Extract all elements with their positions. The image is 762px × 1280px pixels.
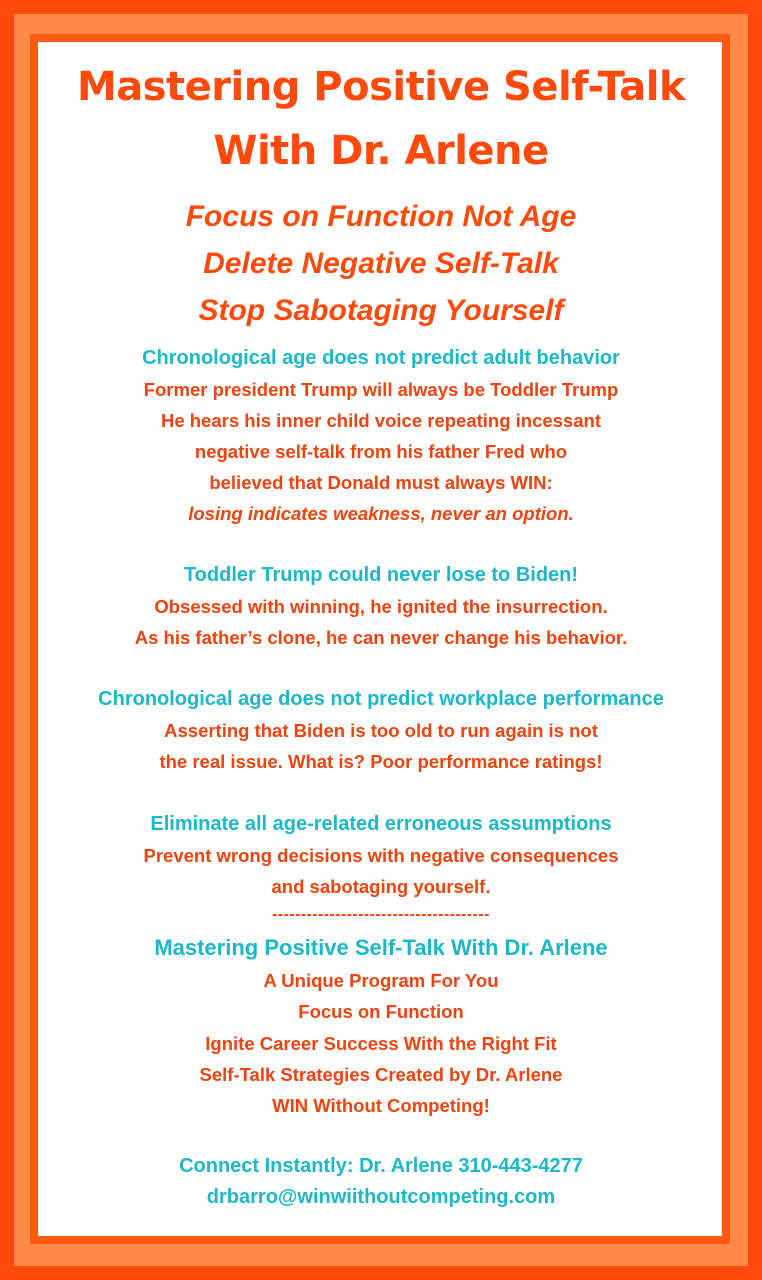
section2-line-1: Obsessed with winning, he ignited the insurrection. bbox=[154, 596, 608, 617]
section3-line-1: Asserting that Biden is too old to run again is not bbox=[164, 720, 598, 741]
section1-heading: Chronological age does not predict adult behavior bbox=[142, 347, 620, 369]
section4-heading: Eliminate all age-related erroneous assumptions bbox=[150, 813, 612, 835]
section4-line-2: and sabotaging yourself. bbox=[271, 876, 491, 897]
section3-line-2: the real issue. What is? Poor performance ratings! bbox=[159, 751, 603, 772]
program-line-3: Ignite Career Success With the Right Fit bbox=[205, 1033, 557, 1054]
section1-line-3: negative self-talk from his father Fred who bbox=[194, 441, 568, 462]
section3-heading: Chronological age does not predict workplace performance bbox=[98, 688, 664, 710]
section2-line-2: As his father’s clone, he can never change his behavior. bbox=[134, 627, 628, 648]
program-line-5: WIN Without Competing! bbox=[272, 1095, 490, 1116]
focus-point-1: Focus on Function Not Age bbox=[185, 200, 577, 233]
program-line-1: A Unique Program For You bbox=[263, 970, 499, 991]
title-line-1: Mastering Positive Self-Talk bbox=[76, 64, 686, 110]
section2-heading: Toddler Trump could never lose to Biden! bbox=[183, 564, 579, 586]
contact-phone: Connect Instantly: Dr. Arlene 310-443-4277 bbox=[179, 1155, 583, 1177]
program-line-2: Focus on Function bbox=[298, 1001, 464, 1022]
dashed-divider: -------------------------------------- bbox=[272, 906, 490, 923]
section1-line-1: Former president Trump will always be Toddler Trump bbox=[143, 379, 619, 400]
title-line-2: With Dr. Arlene bbox=[213, 128, 549, 174]
section1-line-4: believed that Donald must always WIN: bbox=[209, 472, 553, 493]
section1-line-2: He hears his inner child voice repeating incessant bbox=[160, 410, 602, 431]
section4-line-1: Prevent wrong decisions with negative consequences bbox=[143, 845, 619, 866]
focus-point-2: Delete Negative Self-Talk bbox=[203, 247, 559, 280]
program-line-4: Self-Talk Strategies Created by Dr. Arlene bbox=[199, 1064, 563, 1085]
section1-italic-line: losing indicates weakness, never an option. bbox=[188, 503, 574, 524]
contact-email: drbarro@winwiithoutcompeting.com bbox=[206, 1186, 556, 1208]
focus-point-3: Stop Sabotaging Yourself bbox=[198, 294, 564, 327]
program-heading: Mastering Positive Self-Talk With Dr. Arlene bbox=[154, 935, 608, 960]
